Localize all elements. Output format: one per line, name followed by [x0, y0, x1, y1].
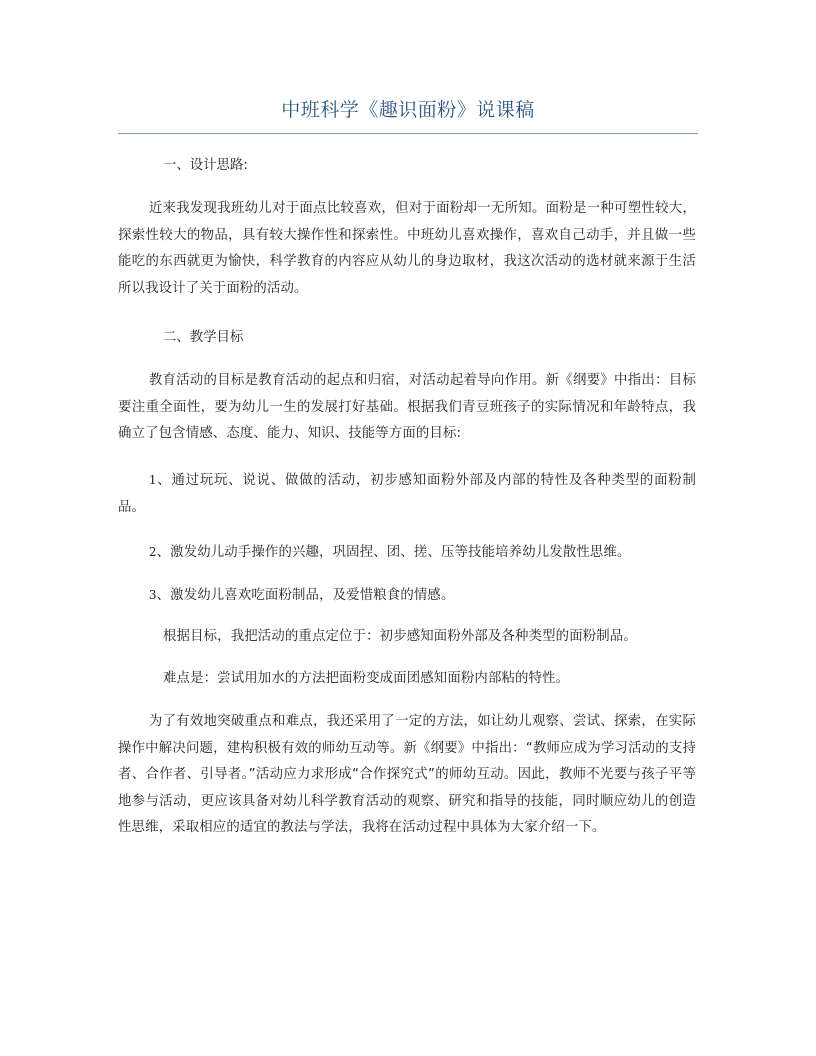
goal-item-1 — [118, 467, 696, 521]
section-heading-teaching-goals: 二、教学目标 — [163, 330, 244, 345]
goal-number: 3 — [148, 588, 157, 602]
goal-item-2 — [118, 539, 696, 567]
paragraph-teaching-methods: 为了有效地突破重点和难点，我还采用了一定的方法，如让幼儿观察、尝试、探索，在实际操作中解决问题，建构积极有效的师幼互动等。新《纲要》中指出：“教师应成为学习活动的支持者、合作者、引导者。”活动应力求形成“合作探究式”的师幼互动。因此，教师不光要与孩子平等地参与活动，更应该具备对幼儿科学教育活动的观察、研究和指导的技能，同时顺应幼儿的创造性思维，采取相应的适宜的教法与学法，我将在活动过程中具体为大家介绍一下。 — [118, 714, 696, 835]
paragraph-design-idea: 近来我发现我班幼儿对于面点比较喜欢，但对于面粉却一无所知。面粉是一种可塑性较大，探索性较大的物品，具有较大操作性和探索性。中班幼儿喜欢操作，喜欢自己动手，并且做一些能吃的东西就更为愉快，科学教育的内容应从幼儿的身边取材，我这次活动的选材就来源于生活所以我设计了关于面粉的活动。 — [118, 201, 696, 296]
goal-text: 、激发幼儿动手操作的兴趣，巩固捏、团、搓、压等技能培养幼儿发散性思维。 — [156, 545, 631, 560]
document-title: 中班科学《趣识面粉》说课稿 — [281, 99, 535, 121]
goal-item-3 — [118, 582, 696, 610]
paragraph-key-point: 根据目标，我把活动的重点定位于：初步感知面粉外部及各种类型的面粉制品。 — [163, 629, 637, 644]
paragraph-difficulty: 难点是：尝试用加水的方法把面粉变成面团感知面粉内部粘的特性。 — [163, 671, 570, 686]
goal-text: 、通过玩玩、说说、做做的活动，初步感知面粉外部及内部的特性及各种类型的面粉制品。 — [118, 473, 696, 515]
title-underline-rule — [118, 133, 698, 134]
paragraph-goals-intro: 教育活动的目标是教育活动的起点和归宿，对活动起着导向作用。新《纲要》中指出：目标要注重全面性，要为幼儿一生的发展打好基础。根据我们青豆班孩子的实际情况和年龄特点，我确立了包含情感、态度、能力、知识、技能等方面的目标: — [118, 373, 696, 441]
goal-number: 2 — [148, 545, 157, 559]
goal-number: 1 — [148, 473, 157, 487]
goal-text: 、激发幼儿喜欢吃面粉制品，及爱惜粮食的情感。 — [156, 588, 455, 603]
section-heading-design-idea: 一、设计思路: — [163, 158, 248, 173]
